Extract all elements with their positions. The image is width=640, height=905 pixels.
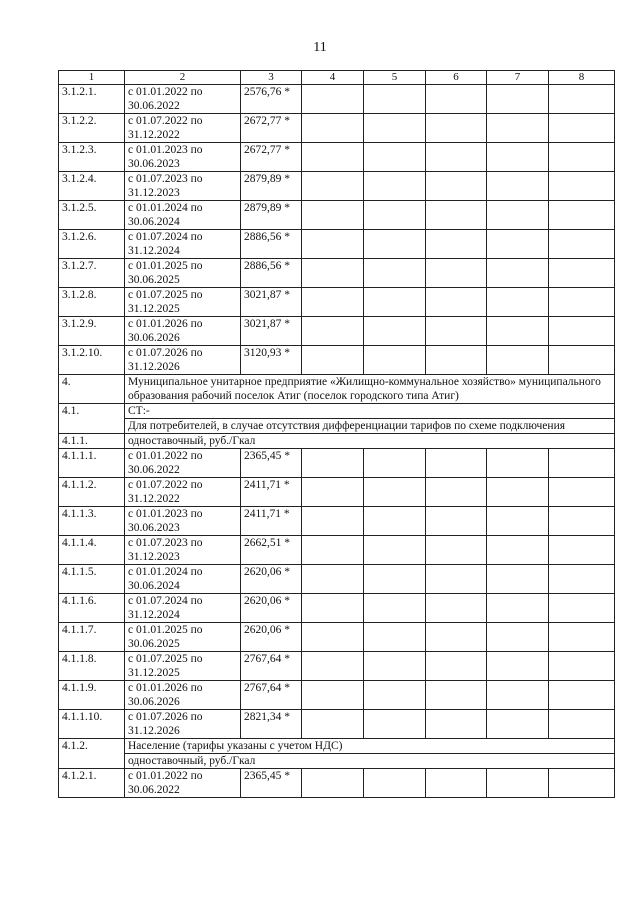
section-title: одноставочный, руб./Гкал	[125, 434, 615, 449]
value-cell: 2672,77 *	[241, 114, 302, 143]
row-number: 3.1.2.8.	[59, 288, 125, 317]
period-cell: с 01.01.2025 по 30.06.2025	[125, 623, 241, 652]
period-cell: с 01.01.2022 по 30.06.2022	[125, 449, 241, 478]
period-cell: с 01.01.2023 по 30.06.2023	[125, 507, 241, 536]
row-number: 3.1.2.3.	[59, 143, 125, 172]
empty-cell	[426, 449, 487, 478]
header-cell: 1	[59, 71, 125, 85]
header-cell: 4	[302, 71, 364, 85]
empty-cell	[426, 201, 487, 230]
period-cell: с 01.07.2022 по 31.12.2022	[125, 114, 241, 143]
empty-cell	[364, 681, 426, 710]
empty-cell	[426, 536, 487, 565]
empty-cell	[364, 478, 426, 507]
empty-cell	[549, 507, 615, 536]
empty-cell	[364, 114, 426, 143]
empty-cell	[302, 507, 364, 536]
value-cell: 2576,76 *	[241, 85, 302, 114]
empty-cell	[549, 143, 615, 172]
empty-cell	[302, 652, 364, 681]
empty-cell	[487, 317, 549, 346]
row-number: 3.1.2.7.	[59, 259, 125, 288]
table-row	[59, 594, 615, 623]
empty-cell	[426, 769, 487, 798]
value-cell: 2672,77 *	[241, 143, 302, 172]
empty-cell	[302, 478, 364, 507]
table-row	[59, 507, 615, 536]
empty-cell	[364, 230, 426, 259]
empty-cell	[426, 346, 487, 375]
empty-cell	[549, 201, 615, 230]
row-number: 4.1.1.3.	[59, 507, 125, 536]
value-cell: 2365,45 *	[241, 769, 302, 798]
header-cell: 3	[241, 71, 302, 85]
empty-cell	[487, 288, 549, 317]
empty-cell	[549, 114, 615, 143]
empty-cell	[549, 769, 615, 798]
period-cell: с 01.07.2025 по 31.12.2025	[125, 288, 241, 317]
empty-cell	[487, 681, 549, 710]
empty-cell	[549, 259, 615, 288]
period-cell: с 01.01.2024 по 30.06.2024	[125, 201, 241, 230]
empty-cell	[426, 681, 487, 710]
row-number: 3.1.2.4.	[59, 172, 125, 201]
empty-cell	[302, 449, 364, 478]
value-cell: 2886,56 *	[241, 230, 302, 259]
empty-cell	[364, 565, 426, 594]
section-title	[125, 404, 615, 434]
value-cell: 2879,89 *	[241, 201, 302, 230]
empty-cell	[549, 594, 615, 623]
period-cell: с 01.07.2025 по 31.12.2025	[125, 652, 241, 681]
empty-cell	[549, 172, 615, 201]
row-number: 4.1.1.5.	[59, 565, 125, 594]
empty-cell	[426, 478, 487, 507]
table-row	[59, 565, 615, 594]
table-row	[59, 536, 615, 565]
section-line: СТ:-	[128, 405, 150, 417]
empty-cell	[549, 85, 615, 114]
empty-cell	[302, 565, 364, 594]
table-row	[59, 114, 615, 143]
empty-cell	[302, 623, 364, 652]
value-cell: 2411,71 *	[241, 478, 302, 507]
row-number: 4.1.1.	[59, 434, 125, 449]
value-cell: 2767,64 *	[241, 652, 302, 681]
empty-cell	[549, 478, 615, 507]
row-number: 3.1.2.2.	[59, 114, 125, 143]
section-line: Население (тарифы указаны с учетом НДС)	[128, 740, 343, 752]
empty-cell	[364, 259, 426, 288]
empty-cell	[364, 594, 426, 623]
empty-cell	[426, 710, 487, 739]
empty-cell	[302, 288, 364, 317]
period-cell: с 01.07.2026 по 31.12.2026	[125, 346, 241, 375]
value-cell: 3021,87 *	[241, 317, 302, 346]
value-cell: 2886,56 *	[241, 259, 302, 288]
value-cell: 2620,06 *	[241, 565, 302, 594]
empty-cell	[364, 172, 426, 201]
empty-cell	[364, 710, 426, 739]
empty-cell	[302, 769, 364, 798]
row-number: 4.	[59, 375, 125, 404]
row-number: 4.1.1.2.	[59, 478, 125, 507]
table-row	[59, 201, 615, 230]
table-row	[59, 710, 615, 739]
table-row	[59, 652, 615, 681]
empty-cell	[549, 449, 615, 478]
period-cell: с 01.07.2026 по 31.12.2026	[125, 710, 241, 739]
empty-cell	[549, 623, 615, 652]
period-cell: с 01.01.2024 по 30.06.2024	[125, 565, 241, 594]
empty-cell	[364, 85, 426, 114]
empty-cell	[426, 565, 487, 594]
empty-cell	[426, 230, 487, 259]
empty-cell	[487, 565, 549, 594]
empty-cell	[549, 317, 615, 346]
empty-cell	[487, 85, 549, 114]
empty-cell	[302, 172, 364, 201]
empty-cell	[487, 769, 549, 798]
table-row	[59, 346, 615, 375]
empty-cell	[302, 143, 364, 172]
empty-cell	[487, 172, 549, 201]
period-cell: с 01.01.2023 по 30.06.2023	[125, 143, 241, 172]
header-cell: 7	[487, 71, 549, 85]
empty-cell	[302, 201, 364, 230]
empty-cell	[302, 230, 364, 259]
empty-cell	[487, 114, 549, 143]
table-row	[59, 623, 615, 652]
period-cell: с 01.01.2026 по 30.06.2026	[125, 317, 241, 346]
period-cell: с 01.01.2022 по 30.06.2022	[125, 769, 241, 798]
empty-cell	[302, 317, 364, 346]
section-row	[59, 434, 615, 449]
empty-cell	[364, 507, 426, 536]
empty-cell	[364, 201, 426, 230]
empty-cell	[426, 288, 487, 317]
row-number: 3.1.2.9.	[59, 317, 125, 346]
empty-cell	[426, 259, 487, 288]
empty-cell	[426, 594, 487, 623]
empty-cell	[487, 507, 549, 536]
empty-cell	[487, 201, 549, 230]
period-cell: с 01.01.2026 по 30.06.2026	[125, 681, 241, 710]
period-cell: с 01.07.2022 по 31.12.2022	[125, 478, 241, 507]
empty-cell	[487, 346, 549, 375]
empty-cell	[487, 652, 549, 681]
table-row	[59, 85, 615, 114]
row-number: 3.1.2.5.	[59, 201, 125, 230]
period-cell: с 01.01.2025 по 30.06.2025	[125, 259, 241, 288]
empty-cell	[549, 652, 615, 681]
value-cell: 2662,51 *	[241, 536, 302, 565]
table-row	[59, 172, 615, 201]
section-row	[59, 375, 615, 404]
empty-cell	[426, 652, 487, 681]
table-row	[59, 449, 615, 478]
header-cell: 5	[364, 71, 426, 85]
empty-cell	[549, 536, 615, 565]
empty-cell	[487, 478, 549, 507]
empty-cell	[426, 317, 487, 346]
empty-cell	[549, 288, 615, 317]
section-title	[125, 739, 615, 769]
value-cell: 3021,87 *	[241, 288, 302, 317]
empty-cell	[364, 317, 426, 346]
empty-cell	[302, 536, 364, 565]
table-row	[59, 288, 615, 317]
table-row	[59, 769, 615, 798]
empty-cell	[302, 259, 364, 288]
empty-cell	[487, 449, 549, 478]
section-line: Для потребителей, в случае отсутствия дифференциации тарифов по схеме подключения	[125, 418, 614, 433]
empty-cell	[302, 710, 364, 739]
value-cell: 2821,34 *	[241, 710, 302, 739]
tariff-table	[58, 70, 615, 798]
empty-cell	[549, 565, 615, 594]
value-cell: 2879,89 *	[241, 172, 302, 201]
value-cell: 3120,93 *	[241, 346, 302, 375]
empty-cell	[364, 623, 426, 652]
row-number: 4.1.1.10.	[59, 710, 125, 739]
empty-cell	[364, 769, 426, 798]
row-number: 4.1.1.6.	[59, 594, 125, 623]
header-cell: 8	[549, 71, 615, 85]
empty-cell	[549, 710, 615, 739]
period-cell: с 01.07.2024 по 31.12.2024	[125, 594, 241, 623]
row-number: 4.1.1.1.	[59, 449, 125, 478]
empty-cell	[426, 85, 487, 114]
empty-cell	[549, 346, 615, 375]
table-row	[59, 230, 615, 259]
row-number: 4.1.2.1.	[59, 769, 125, 798]
row-number: 4.1.1.4.	[59, 536, 125, 565]
header-cell: 2	[125, 71, 241, 85]
empty-cell	[487, 710, 549, 739]
header-row	[59, 71, 615, 85]
table-row	[59, 681, 615, 710]
table-body	[59, 71, 615, 798]
header-cell: 6	[426, 71, 487, 85]
row-number: 4.1.1.9.	[59, 681, 125, 710]
value-cell: 2365,45 *	[241, 449, 302, 478]
row-number: 4.1.	[59, 404, 125, 434]
empty-cell	[364, 652, 426, 681]
table-row	[59, 317, 615, 346]
row-number: 3.1.2.10.	[59, 346, 125, 375]
row-number: 4.1.2.	[59, 739, 125, 769]
table-row	[59, 259, 615, 288]
period-cell: с 01.01.2022 по 30.06.2022	[125, 85, 241, 114]
empty-cell	[487, 623, 549, 652]
period-cell: с 01.07.2023 по 31.12.2023	[125, 536, 241, 565]
row-number: 4.1.1.8.	[59, 652, 125, 681]
empty-cell	[487, 259, 549, 288]
empty-cell	[364, 346, 426, 375]
section-row	[59, 404, 615, 434]
empty-cell	[426, 143, 487, 172]
row-number: 3.1.2.1.	[59, 85, 125, 114]
period-cell: с 01.07.2024 по 31.12.2024	[125, 230, 241, 259]
empty-cell	[364, 143, 426, 172]
empty-cell	[302, 594, 364, 623]
empty-cell	[487, 230, 549, 259]
row-number: 4.1.1.7.	[59, 623, 125, 652]
empty-cell	[364, 288, 426, 317]
empty-cell	[302, 346, 364, 375]
empty-cell	[426, 172, 487, 201]
empty-cell	[302, 114, 364, 143]
period-cell: с 01.07.2023 по 31.12.2023	[125, 172, 241, 201]
empty-cell	[364, 449, 426, 478]
empty-cell	[426, 623, 487, 652]
empty-cell	[426, 507, 487, 536]
row-number: 3.1.2.6.	[59, 230, 125, 259]
empty-cell	[487, 143, 549, 172]
section-line: одноставочный, руб./Гкал	[125, 753, 614, 768]
value-cell: 2767,64 *	[241, 681, 302, 710]
empty-cell	[549, 681, 615, 710]
value-cell: 2620,06 *	[241, 623, 302, 652]
empty-cell	[364, 536, 426, 565]
empty-cell	[302, 85, 364, 114]
table-row	[59, 478, 615, 507]
empty-cell	[302, 681, 364, 710]
page-number: 11	[313, 40, 327, 55]
value-cell: 2620,06 *	[241, 594, 302, 623]
empty-cell	[487, 594, 549, 623]
table-row	[59, 143, 615, 172]
section-row	[59, 739, 615, 769]
empty-cell	[549, 230, 615, 259]
empty-cell	[487, 536, 549, 565]
section-title: Муниципальное унитарное предприятие «Жилищно-коммунальное хозяйство» муниципального образования рабочий поселок Атиг (поселок городского типа Атиг)	[125, 375, 615, 404]
value-cell: 2411,71 *	[241, 507, 302, 536]
empty-cell	[426, 114, 487, 143]
